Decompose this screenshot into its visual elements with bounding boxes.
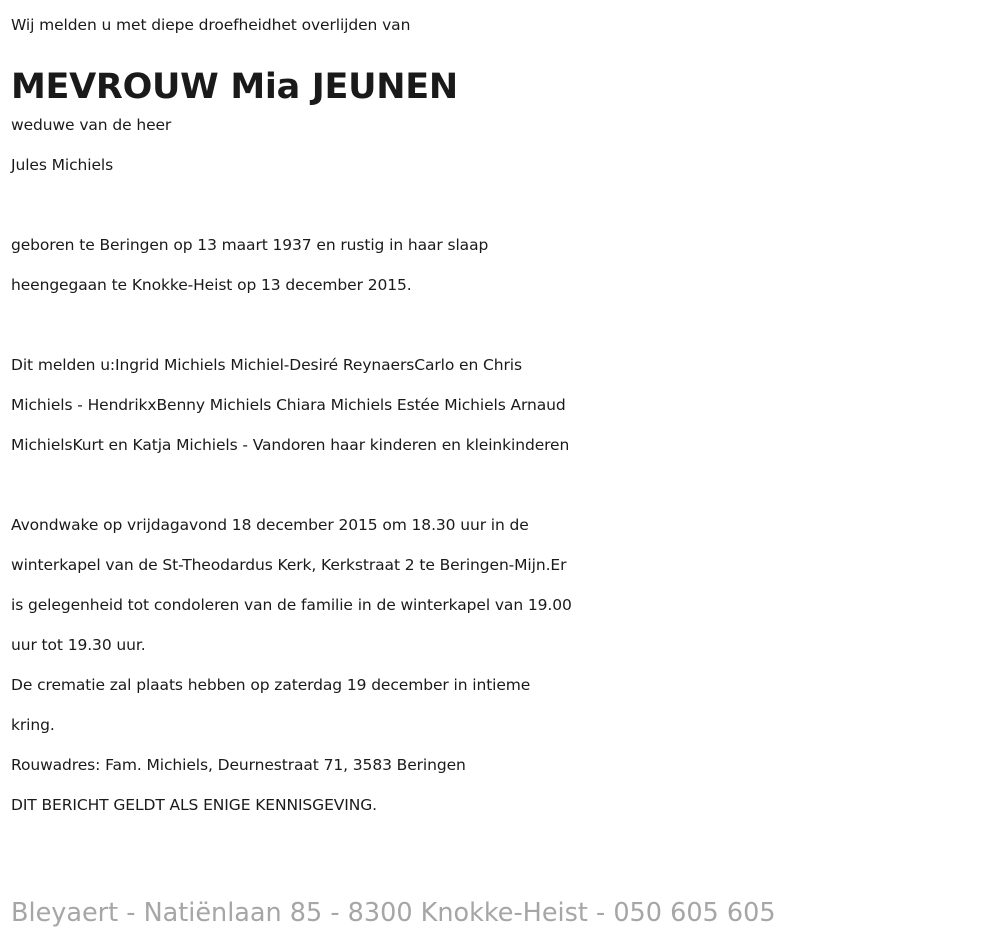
- family-line-1: Dit melden u:Ingrid Michiels Michiel-Desiré ReynaersCarlo en Chris: [11, 356, 522, 374]
- spacer: [11, 305, 996, 345]
- family-line-3: MichielsKurt en Katja Michiels - Vandoren haar kinderen en kleinkinderen: [11, 436, 570, 454]
- birth-line-1: geboren te Beringen op 13 maart 1937 en rustig in haar slaap: [11, 236, 489, 254]
- death-notice: [11, 0, 996, 825]
- ceremony-line-3: is gelegenheid tot condoleren van de familie in de winterkapel van 19.00: [11, 596, 572, 614]
- spacer: [11, 465, 996, 505]
- cremation-line-2: kring.: [11, 716, 55, 734]
- family-line-2: Michiels - HendrikxBenny Michiels Chiara Michiels Estée Michiels Arnaud: [11, 396, 566, 414]
- widow-line-2: Jules Michiels: [11, 156, 114, 174]
- deceased-name: MEVROUW Mia JEUNEN: [11, 67, 458, 107]
- intro-text: Wij melden u met diepe droefheidhet overlijden van: [11, 16, 411, 34]
- cremation-line-1: De crematie zal plaats hebben op zaterdag 19 december in intieme: [11, 676, 531, 694]
- ceremony-line-2: winterkapel van de St-Theodardus Kerk, Kerkstraat 2 te Beringen-Mijn.Er: [11, 556, 567, 574]
- funeral-home-footer: Bleyaert - Natiënlaan 85 - 8300 Knokke-Heist - 050 605 605: [11, 898, 776, 928]
- ceremony-line-4: uur tot 19.30 uur.: [11, 636, 146, 654]
- notice-disclaimer: DIT BERICHT GELDT ALS ENIGE KENNISGEVING.: [11, 796, 377, 814]
- mourning-address: Rouwadres: Fam. Michiels, Deurnestraat 71, 3583 Beringen: [11, 756, 466, 774]
- birth-line-2: heengegaan te Knokke-Heist op 13 december 2015.: [11, 276, 412, 294]
- ceremony-line-1: Avondwake op vrijdagavond 18 december 2015 om 18.30 uur in de: [11, 516, 529, 534]
- widow-line-1: weduwe van de heer: [11, 116, 172, 134]
- spacer: [11, 185, 996, 225]
